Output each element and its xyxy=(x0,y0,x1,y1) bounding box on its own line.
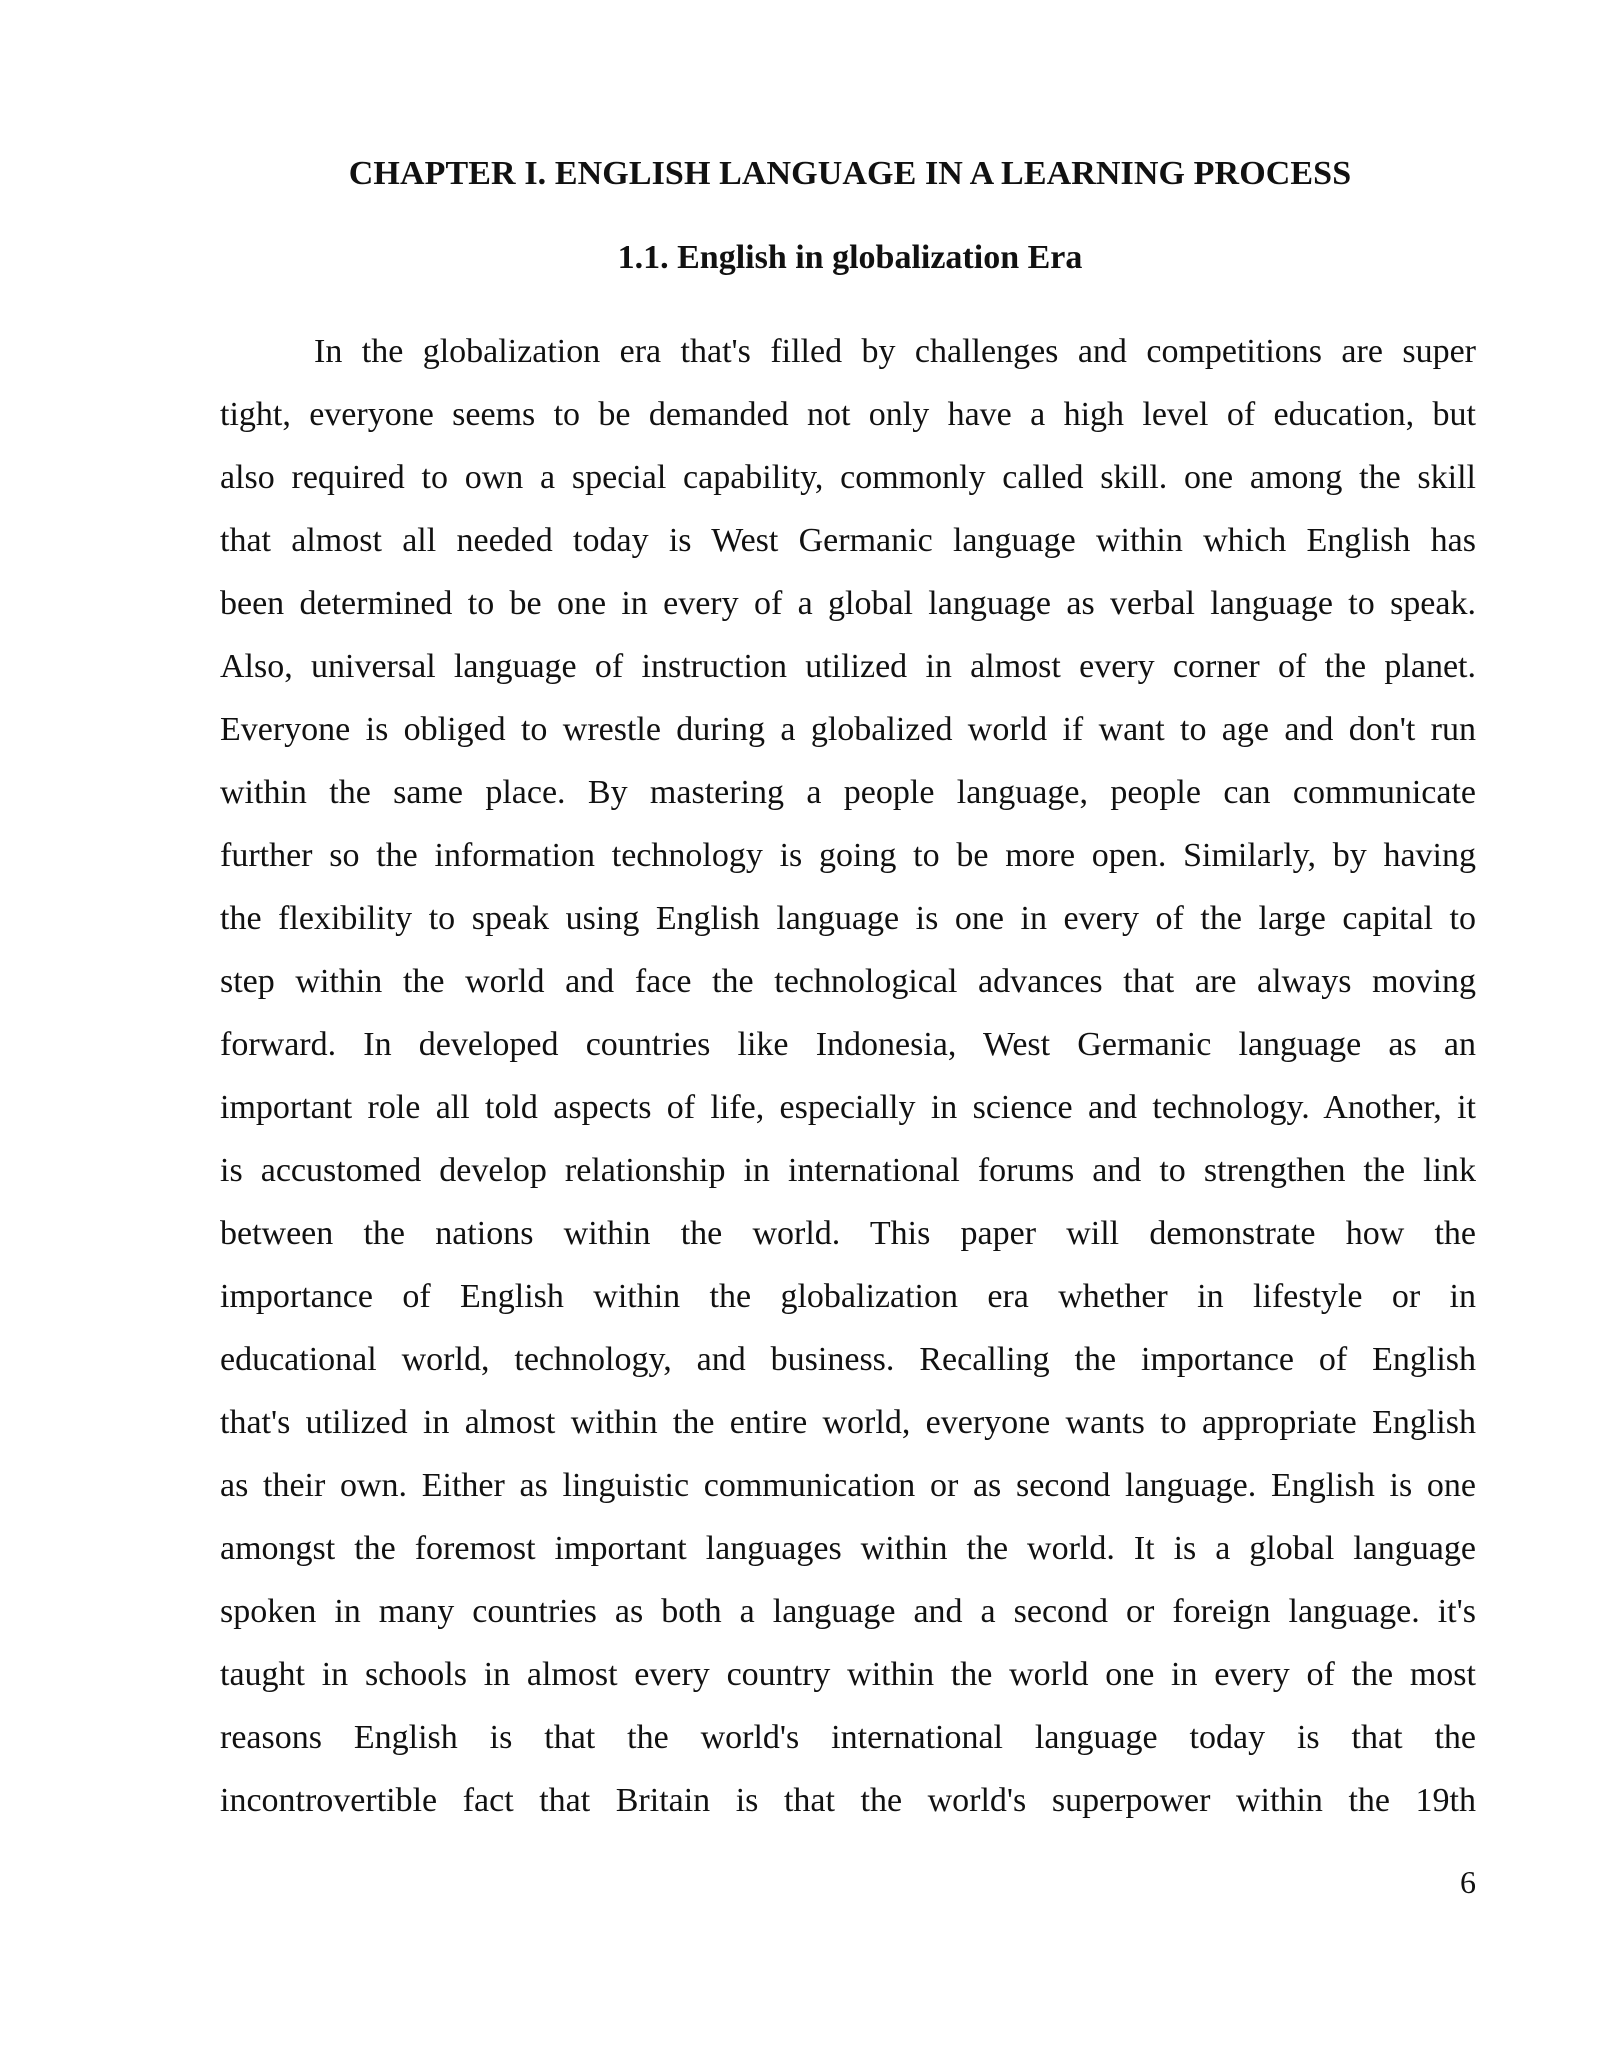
section-title: 1.1. English in globalization Era xyxy=(617,239,1083,276)
paragraph-line: important role all told aspects of life, especially in science and technology. Another, it xyxy=(220,1089,1476,1126)
paragraph-line: Everyone is obliged to wrestle during a globalized world if want to age and don't run xyxy=(220,711,1476,748)
paragraph-line: forward. In developed countries like Indonesia, West Germanic language as an xyxy=(220,1026,1476,1063)
chapter-title: CHAPTER I. ENGLISH LANGUAGE IN A LEARNING PROCESS xyxy=(348,155,1352,192)
paragraph-line: amongst the foremost important languages within the world. It is a global language xyxy=(220,1530,1476,1567)
paragraph-line: importance of English within the globalization era whether in lifestyle or in xyxy=(220,1278,1476,1315)
paragraph-line: Also, universal language of instruction utilized in almost every corner of the planet. xyxy=(220,648,1476,685)
paragraph-line: as their own. Either as linguistic communication or as second language. English is one xyxy=(220,1467,1476,1504)
paragraph-line: spoken in many countries as both a language and a second or foreign language. it's xyxy=(220,1593,1476,1630)
paragraph-line: reasons English is that the world's international language today is that the xyxy=(220,1719,1476,1756)
paragraph-line: In the globalization era that's filled by challenges and competitions are super xyxy=(314,333,1476,370)
paragraph-line: incontrovertible fact that Britain is that the world's superpower within the 19th xyxy=(220,1782,1476,1819)
paragraph-line: educational world, technology, and business. Recalling the importance of English xyxy=(220,1341,1476,1378)
paragraph-line: further so the information technology is going to be more open. Similarly, by having xyxy=(220,837,1476,874)
paragraph-line: the flexibility to speak using English language is one in every of the large capital to xyxy=(220,900,1476,937)
paragraph-line: that's utilized in almost within the entire world, everyone wants to appropriate English xyxy=(220,1404,1476,1441)
paragraph-line: step within the world and face the technological advances that are always moving xyxy=(220,963,1476,1000)
paragraph-line: taught in schools in almost every country within the world one in every of the most xyxy=(220,1656,1476,1693)
paragraph-line: that almost all needed today is West Germanic language within which English has xyxy=(220,522,1476,559)
paragraph-line: tight, everyone seems to be demanded not only have a high level of education, but xyxy=(220,396,1476,433)
paragraph-line: between the nations within the world. This paper will demonstrate how the xyxy=(220,1215,1476,1252)
paragraph-line: also required to own a special capability, commonly called skill. one among the skill xyxy=(220,459,1476,496)
paragraph-line: within the same place. By mastering a people language, people can communicate xyxy=(220,774,1476,811)
body-paragraph xyxy=(220,320,1476,1832)
page-number: 6 xyxy=(1460,1864,1476,1900)
paragraph-line: is accustomed develop relationship in international forums and to strengthen the link xyxy=(220,1152,1476,1189)
paragraph-line: been determined to be one in every of a global language as verbal language to speak. xyxy=(220,585,1476,622)
